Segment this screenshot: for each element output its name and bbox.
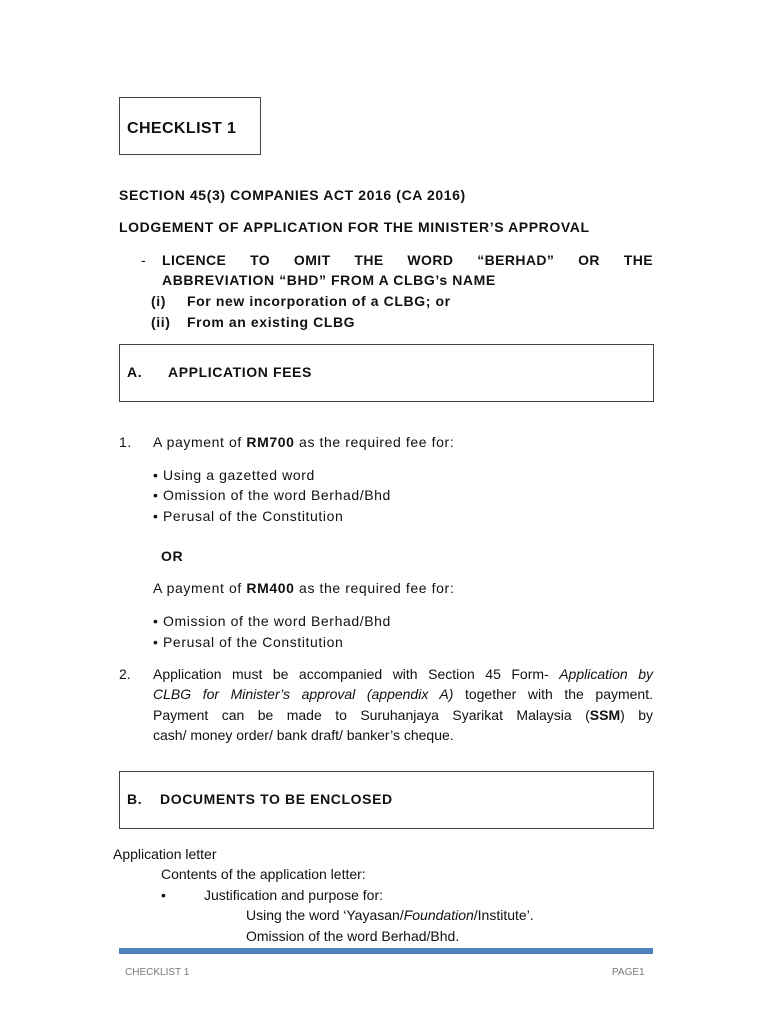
footer-right: PAGE1 (612, 967, 645, 978)
documents-omission: Omission of the word Berhad/Bhd. (246, 928, 460, 944)
fee-payment-1-post: as the required fee for: (294, 434, 455, 450)
licence-line-2: ABBREVIATION “BHD” FROM A CLBG’s NAME (162, 272, 496, 288)
fee-payment-1 (153, 434, 454, 450)
licence-dash: - (141, 252, 147, 268)
fee-item-1-number: 1. (119, 434, 132, 450)
fee-item-2-line-2 (153, 686, 653, 702)
fee-2-bullet-1: • Omission of the word Berhad/Bhd (153, 613, 391, 629)
section-b-box (119, 771, 654, 829)
fee-payment-2 (153, 580, 454, 596)
fee-1-bullet-1: • Using a gazetted word (153, 467, 315, 483)
section-a-letter: A. (127, 364, 143, 380)
fee-payment-2-amount: RM400 (246, 580, 295, 596)
fee-item-2-line-3-pre: Payment can be made to Suruhanjaya Syarikat Malaysia ( (153, 707, 590, 723)
fee-1-bullet-3: • Perusal of the Constitution (153, 508, 344, 524)
checklist-title-box (119, 97, 261, 155)
documents-application-letter: Application letter (113, 846, 217, 862)
documents-using-italic: Foundation (403, 907, 474, 923)
section-b-letter: B. (127, 791, 143, 807)
fee-payment-2-pre: A payment of (153, 580, 247, 596)
licence-line-1: LICENCE TO OMIT THE WORD “BERHAD” OR THE (162, 252, 653, 268)
footer-bar (119, 948, 653, 954)
fee-item-2-line-2-post: together with the payment. (453, 686, 654, 702)
fee-item-2-line-3-bold: SSM (589, 707, 621, 723)
lodgement-heading: LODGEMENT OF APPLICATION FOR THE MINISTER’S APPROVAL (119, 219, 590, 235)
fee-payment-1-amount: RM700 (246, 434, 295, 450)
checklist-title: CHECKLIST 1 (127, 120, 237, 137)
section-a-title: APPLICATION FEES (168, 364, 312, 380)
fee-item-2-line-4: cash/ money order/ bank draft/ banker’s cheque. (153, 727, 454, 743)
fee-or: OR (161, 548, 184, 564)
fee-item-2-line-3 (153, 707, 653, 723)
documents-using-pre: Using the word ‘Yayasan/ (246, 907, 404, 923)
footer-left: CHECKLIST 1 (125, 967, 190, 978)
fee-payment-1-pre: A payment of (153, 434, 247, 450)
documents-using-post: /Institute’. (473, 907, 534, 923)
fee-item-2-line-3-post: ) by (620, 707, 654, 723)
licence-item-i-number: (i) (151, 293, 167, 309)
documents-bullet: • (161, 887, 166, 903)
documents-contents: Contents of the application letter: (161, 866, 366, 882)
section-heading: SECTION 45(3) COMPANIES ACT 2016 (CA 2016) (119, 187, 466, 203)
fee-2-bullet-2: • Perusal of the Constitution (153, 634, 344, 650)
fee-item-2-line-1 (153, 666, 653, 682)
licence-item-ii-text: From an existing CLBG (187, 314, 356, 330)
fee-item-2-number: 2. (119, 666, 131, 682)
fee-item-2-line-1-pre: Application must be accompanied with Section 45 Form- (153, 666, 560, 682)
fee-1-bullet-2: • Omission of the word Berhad/Bhd (153, 487, 391, 503)
section-b-title: DOCUMENTS TO BE ENCLOSED (160, 791, 393, 807)
fee-item-2-line-1-italic: Application by (559, 666, 654, 682)
licence-item-ii-number: (ii) (151, 314, 171, 330)
fee-payment-2-post: as the required fee for: (294, 580, 455, 596)
fee-item-2-line-2-italic: CLBG for Minister’s approval (appendix A) (153, 686, 454, 702)
section-a-box (119, 344, 654, 402)
documents-justification: Justification and purpose for: (204, 887, 383, 903)
licence-item-i-text: For new incorporation of a CLBG; or (187, 293, 451, 309)
documents-using-word (246, 907, 534, 923)
